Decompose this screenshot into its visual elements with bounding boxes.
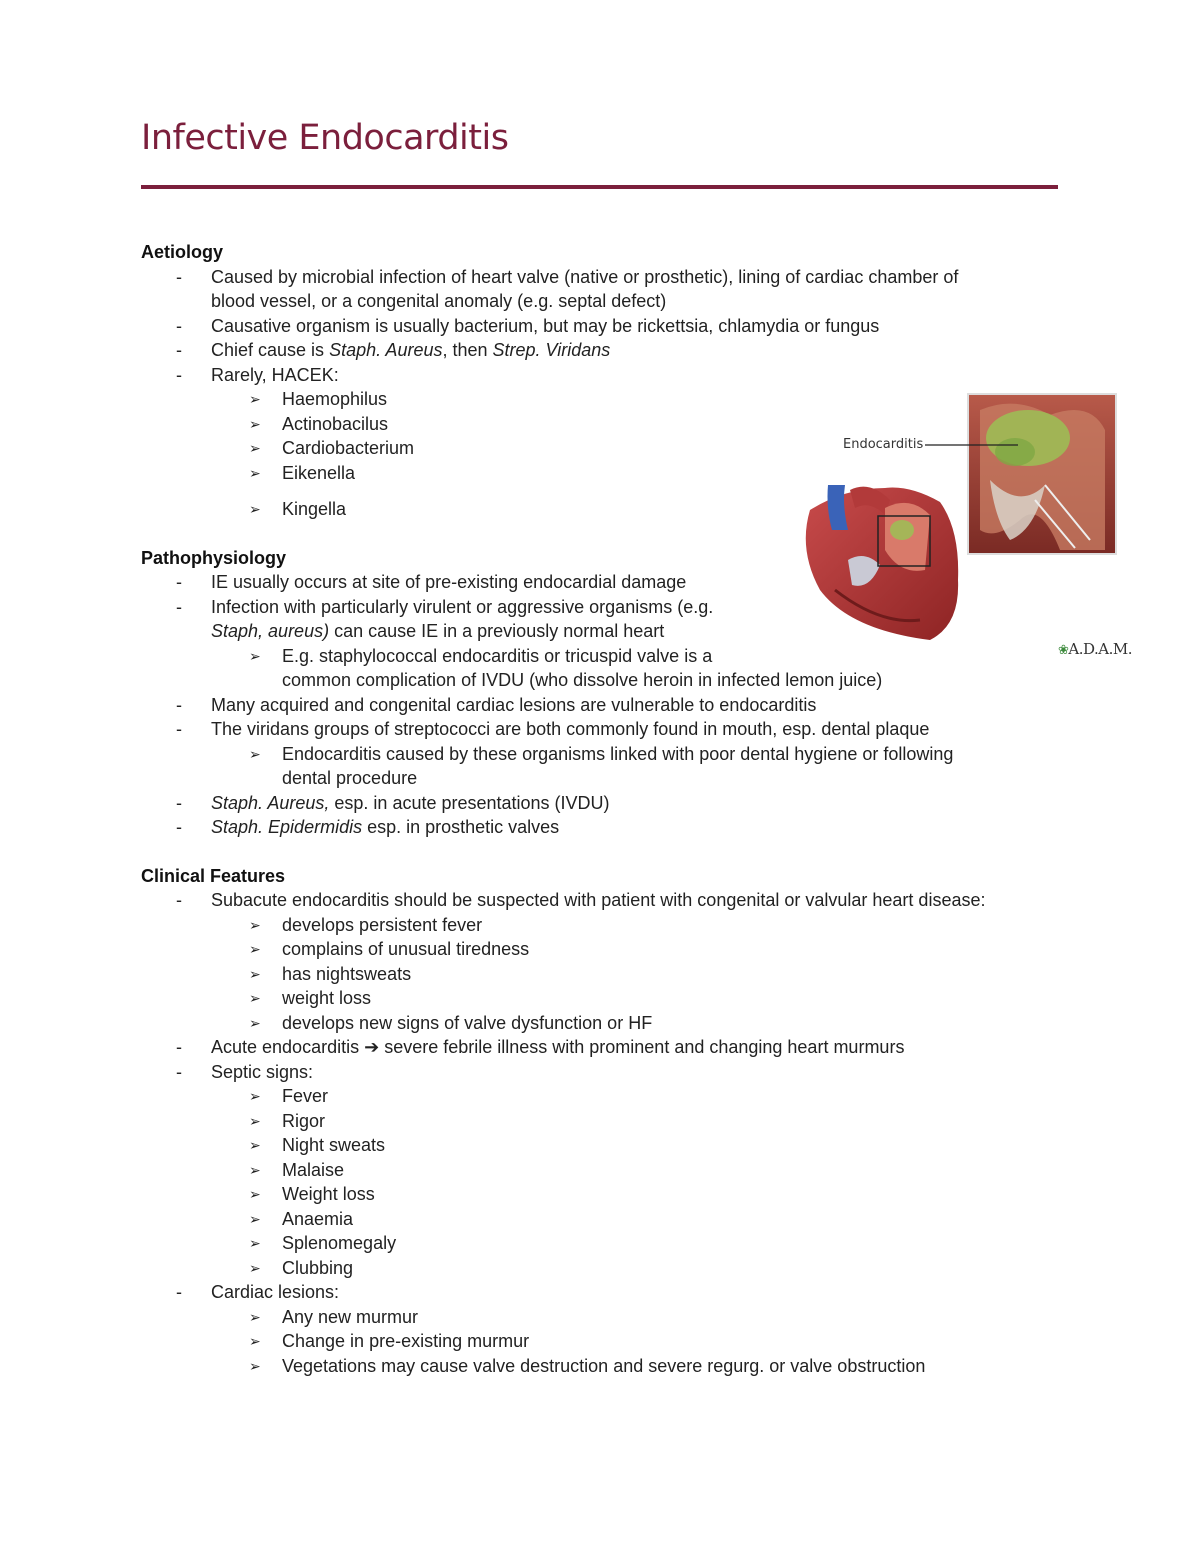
sub-list-item: ➢ Kingella [249,499,347,519]
sub-list-item: ➢ Any new murmur [249,1306,419,1327]
list-item: - Acute endocarditis ➔ severe febrile illness with prominent and changing heart murmurs [176,1037,905,1057]
sub-list-item: ➢ develops new signs of valve dysfunction or HF [249,1012,653,1033]
sub-list-item: ➢ Fever [249,1086,329,1106]
list-item: - Caused by microbial infection of heart valve (native or prosthetic), lining of cardiac chamber of [176,266,959,287]
sub-list-item: ➢ Cardiobacterium [249,438,415,458]
sub-list-item-continuation: common complication of IVDU (who dissolve heroin in infected lemon juice) [282,670,883,690]
list-item: - IE usually occurs at site of pre-existing endocardial damage [176,572,687,592]
sub-list-item: ➢ E.g. staphylococcal endocarditis or tricuspid valve is a [249,645,713,666]
document-body [141,240,1081,1378]
sub-list-item: ➢ Change in pre-existing murmur [249,1331,530,1351]
list-item: - Causative organism is usually bacterium, but may be rickettsia, chlamydia or fungus [176,315,880,336]
sub-list-item: ➢ Splenomegaly [249,1233,397,1253]
sub-list-item: ➢ Vegetations may cause valve destruction and severe regurg. or valve obstruction [249,1355,926,1376]
sub-list-item: ➢ weight loss [249,988,372,1008]
section-heading-clinical-features: Clinical Features [141,865,286,886]
section-heading-pathophysiology: Pathophysiology [141,547,287,568]
sub-list-item: ➢ complains of unusual tiredness [249,939,530,959]
list-item-continuation: blood vessel, or a congenital anomaly (e.g. septal defect) [211,291,667,311]
list-item: - Many acquired and congenital cardiac lesions are vulnerable to endocarditis [176,694,817,715]
sub-list-item: ➢ Rigor [249,1110,326,1131]
sub-list-item: ➢ Eikenella [249,462,356,483]
sub-list-item-continuation: dental procedure [282,768,418,788]
list-item: - The viridans groups of streptococci are both commonly found in mouth, esp. dental plaque [176,719,930,739]
leaf-icon: ❀ [1058,643,1069,658]
list-item: - Staph. Aureus, esp. in acute presentations (IVDU) [176,792,610,813]
sub-list-item: ➢ Night sweats [249,1135,386,1155]
sub-list-item: ➢ develops persistent fever [249,914,483,935]
list-item: - Subacute endocarditis should be suspected with patient with congenital or valvular heart disease: [176,890,986,910]
list-item-continuation: Staph, aureus) can cause IE in a previously normal heart [211,621,665,641]
figure-label: Endocarditis [843,437,924,452]
sub-list-item: ➢ Haemophilus [249,389,388,409]
sub-list-item: ➢ Actinobacilus [249,413,389,434]
adam-logo: ❀A.D.A.M. [1058,640,1132,658]
sub-list-item: ➢ Weight loss [249,1184,375,1204]
sub-list-item: ➢ Clubbing [249,1257,354,1278]
sub-list-item: ➢ has nightsweats [249,963,412,984]
list-item: - Septic signs: [176,1061,314,1082]
list-item: - Infection with particularly virulent or aggressive organisms (e.g. [176,596,714,617]
right-arrow-icon: ➔ [364,1037,380,1057]
section-heading-aetiology: Aetiology [141,242,224,262]
list-item: - Staph. Epidermidis esp. in prosthetic valves [176,817,560,837]
sub-list-item: ➢ Anaemia [249,1208,354,1229]
sub-list-item: ➢ Endocarditis caused by these organisms linked with poor dental hygiene or following [249,743,954,764]
list-item: - Cardiac lesions: [176,1282,340,1302]
title-rule [141,185,1058,189]
list-item: - Chief cause is Staph. Aureus, then Strep. Viridans [176,340,611,360]
page-title: Infective Endocarditis [141,118,509,158]
list-item: - Rarely, HACEK: [176,364,339,385]
sub-list-item: ➢ Malaise [249,1159,345,1180]
